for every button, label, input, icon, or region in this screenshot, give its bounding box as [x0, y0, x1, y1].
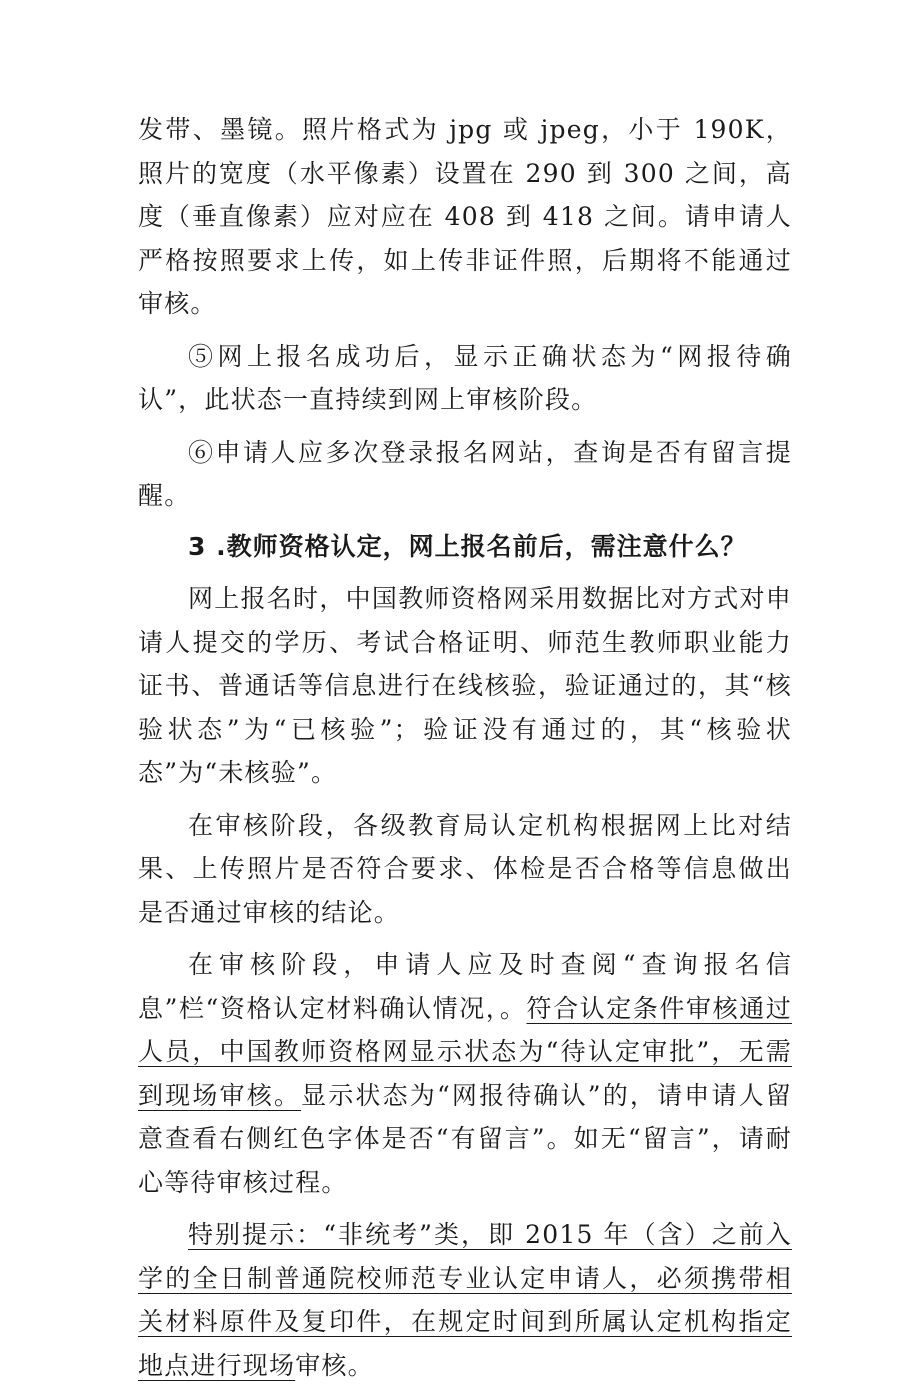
special-notice-underlined: 特别提示：“非统考”类，即 2015 年（含）之前入学的全日制普通院校师范专业认定申请人，必须携带相关材料原件及复印件，在规定时间到所属认定机构指定地点进行现场: [138, 1220, 792, 1380]
document-body: [138, 108, 792, 1387]
paragraph-review-stage: 在审核阶段，各级教育局认定机构根据网上比对结果、上传照片是否符合要求、体检是否合格等信息做出是否通过审核的结论。: [138, 810, 792, 927]
status-text-underlined: 符合认定条件审核通过人员，中国教师资格网显示状态为“待认定审批”，无需到现场审核。: [138, 993, 792, 1110]
paragraph-photo-requirements: 发带、墨镜。照片格式为 jpg 或 jpeg，小于 190K，照片的宽度（水平像素）设置在 290 到 300 之间，高度（垂直像素）应对应在 408 到 418 之间。请申请人严格按照要求上传，如上传非证件照，后期将不能通过审核。: [138, 115, 792, 318]
paragraph-item-6: ⑥申请人应多次登录报名网站，查询是否有留言提醒。: [138, 437, 792, 510]
paragraph-item-5: ⑤网上报名成功后，显示正确状态为“网报待确认”，此状态一直持续到网上审核阶段。: [138, 341, 792, 414]
status-text-intro: 在审核阶段，申请人应及时查阅“查询报名信息”栏“资格认定材料确认情况，。: [138, 950, 792, 1023]
status-text-followup: 显示状态为“网报待确认”的，请申请人留意查看右侧红色字体是否“有留言”。如无“留言”，请耐心等待审核过程。: [138, 1080, 792, 1197]
section-heading: 3 .教师资格认定，网上报名前后，需注意什么？: [188, 531, 747, 561]
paragraph-check-status: [138, 943, 792, 1204]
special-notice-tail: 审核。: [295, 1350, 374, 1380]
paragraph-online-verification: 网上报名时，中国教师资格网采用数据比对方式对申请人提交的学历、考试合格证明、师范生教师职业能力证书、普通话等信息进行在线核验，验证通过的，其“核验状态”为“已核验”；验证没有通过的，其“核验状态”为“未核验”。: [138, 584, 792, 787]
paragraph-special-notice: [138, 1213, 792, 1387]
